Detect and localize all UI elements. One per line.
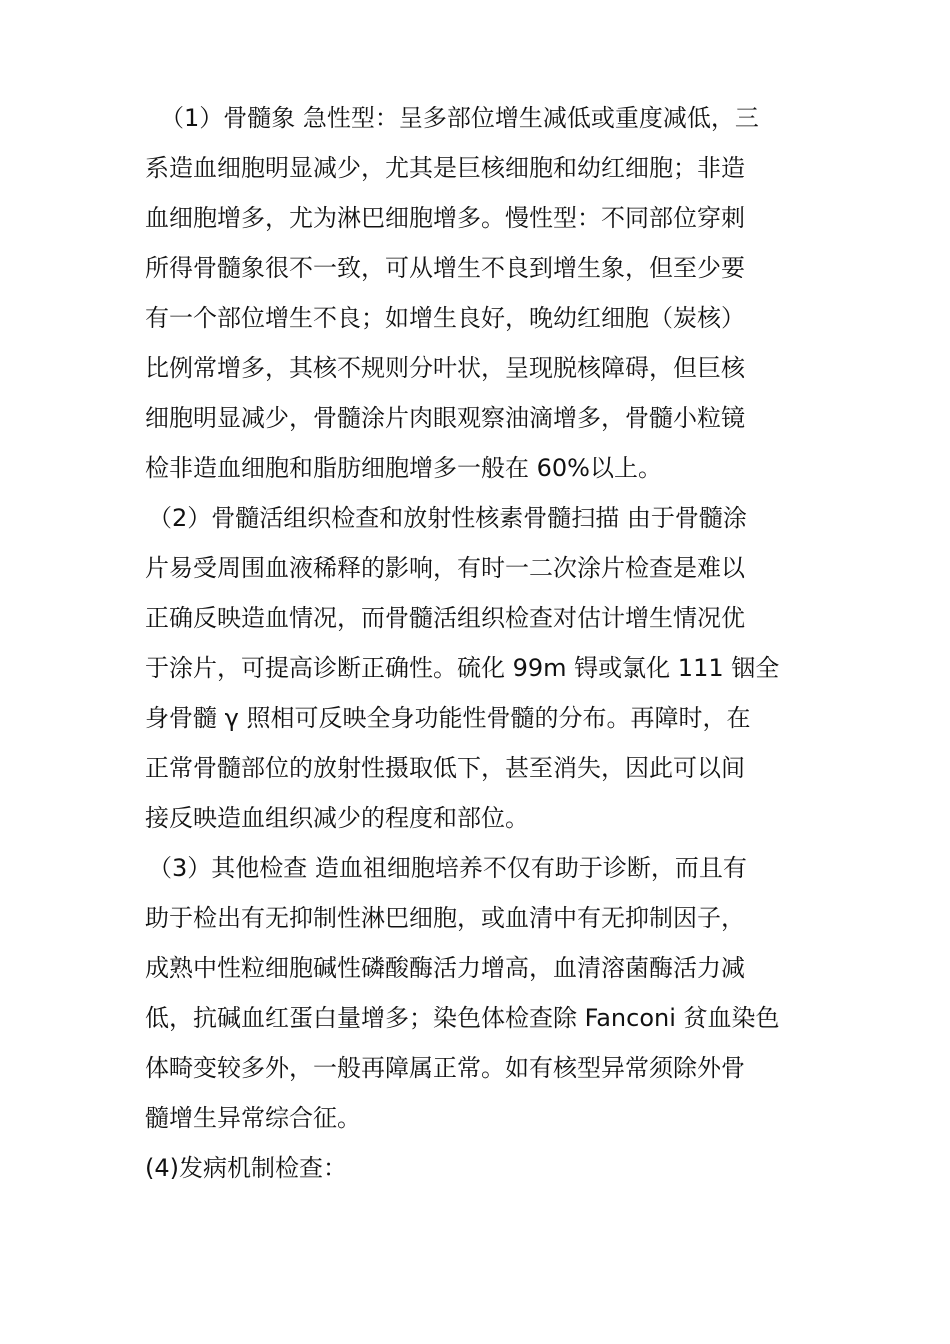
text-line-10: 片易受周围血液稀释的影响，有时一二次涂片检查是难以 bbox=[145, 554, 745, 582]
text-line-11: 正确反映造血情况，而骨髓活组织检查对估计增生情况优 bbox=[145, 604, 745, 632]
text-line-13: 身骨髓 γ 照相可反映全身功能性骨髓的分布。再障时，在 bbox=[145, 704, 751, 732]
text-line-17: 助于检出有无抑制性淋巴细胞，或血清中有无抑制因子， bbox=[145, 904, 745, 932]
text-line-1: （1）骨髓象 急性型：呈多部位增生减低或重度减低，三 bbox=[160, 104, 759, 132]
text-line-8: 检非造血细胞和脂肪细胞增多一般在 60%以上。 bbox=[145, 454, 662, 482]
text-line-21: 髓增生异常综合征。 bbox=[145, 1104, 361, 1132]
text-line-4: 所得骨髓象很不一致，可从增生不良到增生象，但至少要 bbox=[145, 254, 745, 282]
text-line-18: 成熟中性粒细胞碱性磷酸酶活力增高，血清溶菌酶活力减 bbox=[145, 954, 745, 982]
text-line-5: 有一个部位增生不良；如增生良好，晚幼红细胞（炭核） bbox=[145, 304, 745, 332]
text-line-12: 于涂片，可提高诊断正确性。硫化 99m 锝或氯化 111 铟全 bbox=[145, 654, 780, 682]
text-line-15: 接反映造血组织减少的程度和部位。 bbox=[145, 804, 529, 832]
text-line-9: （2）骨髓活组织检查和放射性核素骨髓扫描 由于骨髓涂 bbox=[148, 504, 747, 532]
text-line-22: (4)发病机制检查： bbox=[145, 1154, 347, 1182]
text-line-6: 比例常增多，其核不规则分叶状，呈现脱核障碍，但巨核 bbox=[145, 354, 745, 382]
text-line-14: 正常骨髓部位的放射性摄取低下，甚至消失，因此可以间 bbox=[145, 754, 745, 782]
text-line-20: 体畸变较多外，一般再障属正常。如有核型异常须除外骨 bbox=[145, 1054, 745, 1082]
text-line-3: 血细胞增多，尤为淋巴细胞增多。慢性型：不同部位穿刺 bbox=[145, 204, 745, 232]
text-line-2: 系造血细胞明显减少，尤其是巨核细胞和幼红细胞；非造 bbox=[145, 154, 745, 182]
text-line-7: 细胞明显减少，骨髓涂片肉眼观察油滴增多，骨髓小粒镜 bbox=[145, 404, 745, 432]
text-line-16: （3）其他检查 造血祖细胞培养不仅有助于诊断，而且有 bbox=[148, 854, 747, 882]
text-line-19: 低，抗碱血红蛋白量增多；染色体检查除 Fanconi 贫血染色 bbox=[145, 1004, 780, 1032]
